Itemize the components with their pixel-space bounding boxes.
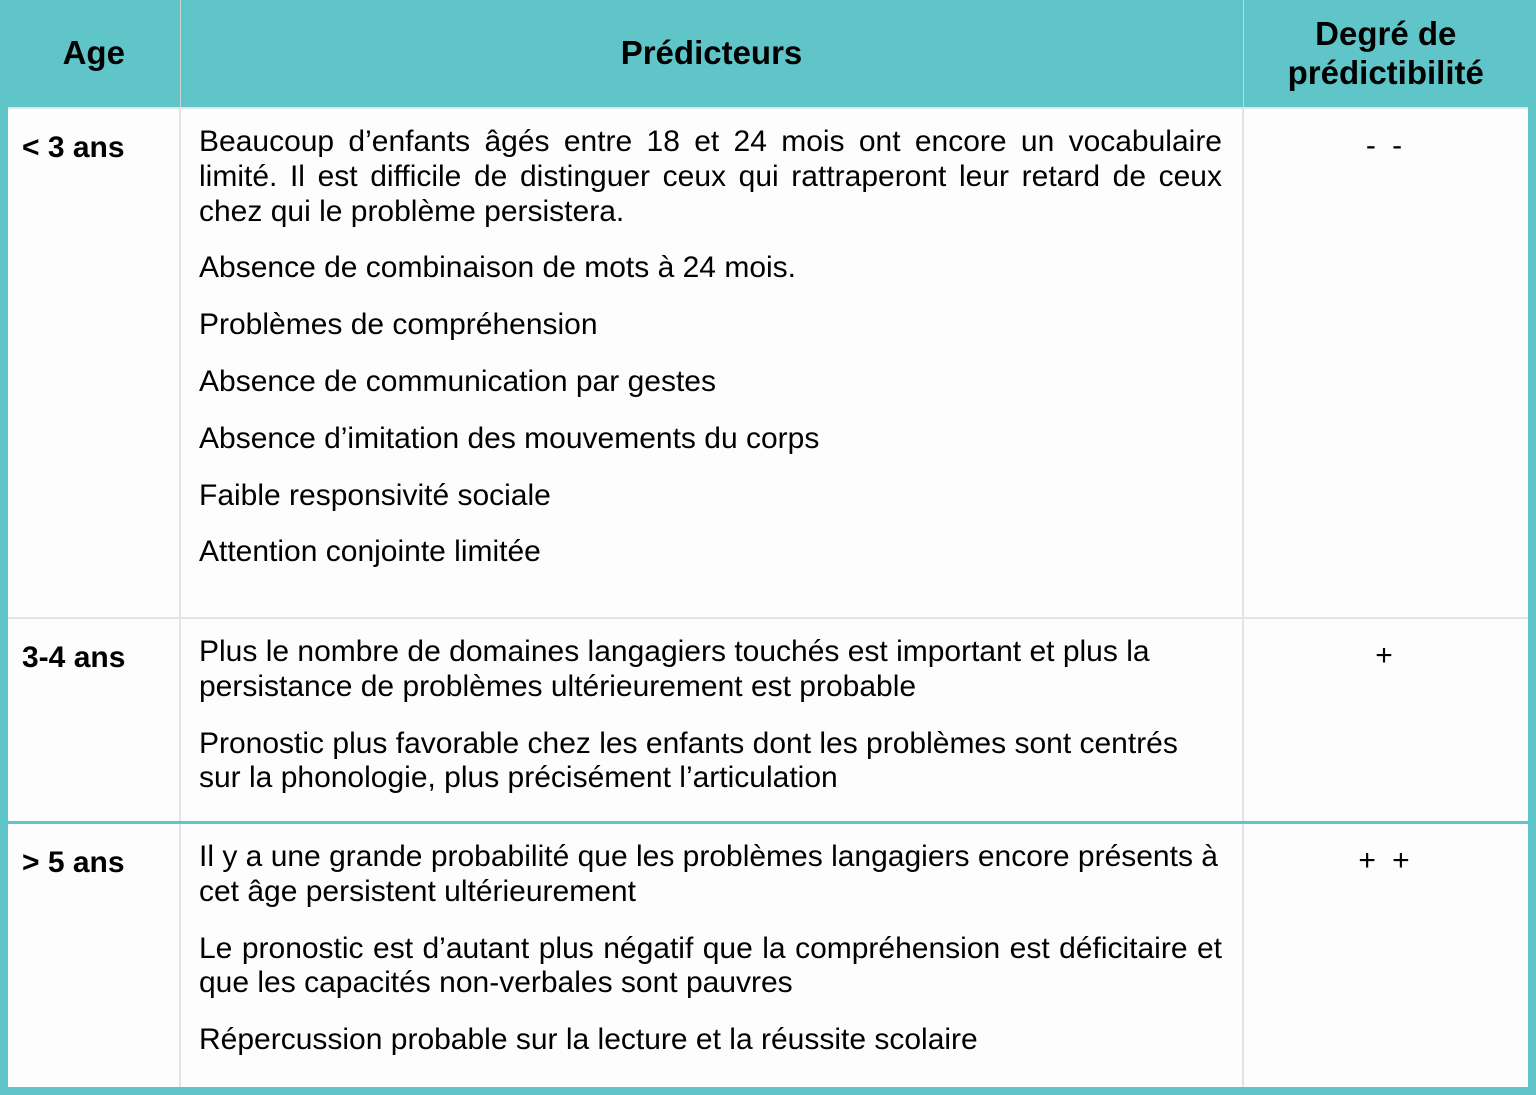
column-header-degre-line1: Degré de bbox=[1315, 15, 1457, 53]
predictor-paragraph: Pronostic plus favorable chez les enfants dont les problèmes sont centrés sur la phonologie, plus précisément l’articulation bbox=[199, 726, 1178, 795]
predictor-paragraph: Absence de communication par gestes bbox=[199, 364, 716, 398]
predictor-paragraph: Plus le nombre de domaines langagiers touchés est important et plus la persistance de problèmes ultérieurement est probable bbox=[199, 634, 1150, 703]
cell-degree-of-predictability: + + bbox=[1243, 822, 1528, 1087]
predictor-paragraph: Le pronostic est d’autant plus négatif que la compréhension est déficitaire et que les capacités non-verbales sont pauvres bbox=[199, 931, 1222, 1000]
table-body bbox=[8, 108, 1528, 1087]
cell-age: 3-4 ans bbox=[8, 618, 180, 822]
cell-predictors bbox=[180, 822, 1243, 1087]
cell-predictors bbox=[180, 108, 1243, 618]
table-row bbox=[8, 618, 1528, 822]
predictor-paragraph: Problèmes de compréhension bbox=[199, 308, 598, 342]
table-row bbox=[8, 822, 1528, 1087]
column-header-age: Age bbox=[8, 0, 180, 108]
cell-predictors bbox=[180, 618, 1243, 822]
predictor-paragraph: Il y a une grande probabilité que les problèmes langagiers encore présents à cet âge persistent ultérieurement bbox=[199, 839, 1218, 908]
table-row bbox=[8, 108, 1528, 618]
predictor-paragraph: Faible responsivité sociale bbox=[199, 478, 551, 512]
predictor-paragraph: Attention conjointe limitée bbox=[199, 535, 541, 569]
column-header-predicteurs: Prédicteurs bbox=[180, 0, 1243, 108]
predictors-table bbox=[8, 0, 1528, 1087]
column-header-degre-de-predictibilite bbox=[1243, 0, 1528, 108]
predictor-paragraph: Répercussion probable sur la lecture et la réussite scolaire bbox=[199, 1023, 978, 1057]
predictor-paragraph: Beaucoup d’enfants âgés entre 18 et 24 mois ont encore un vocabulaire limité. Il est difficile de distinguer ceux qui rattraperont leur retard de ceux chez qui le problème persistera. bbox=[199, 125, 1222, 228]
cell-degree-of-predictability: - - bbox=[1243, 108, 1528, 618]
table-header bbox=[8, 0, 1528, 108]
table-header-row bbox=[8, 0, 1528, 108]
cell-age: < 3 ans bbox=[8, 108, 180, 618]
predictor-paragraph: Absence de combinaison de mots à 24 mois. bbox=[199, 251, 796, 285]
cell-age: > 5 ans bbox=[8, 822, 180, 1087]
column-header-degre-line2: prédictibilité bbox=[1287, 53, 1484, 91]
predictor-paragraph: Absence d’imitation des mouvements du corps bbox=[199, 421, 820, 455]
cell-degree-of-predictability: + bbox=[1243, 618, 1528, 822]
